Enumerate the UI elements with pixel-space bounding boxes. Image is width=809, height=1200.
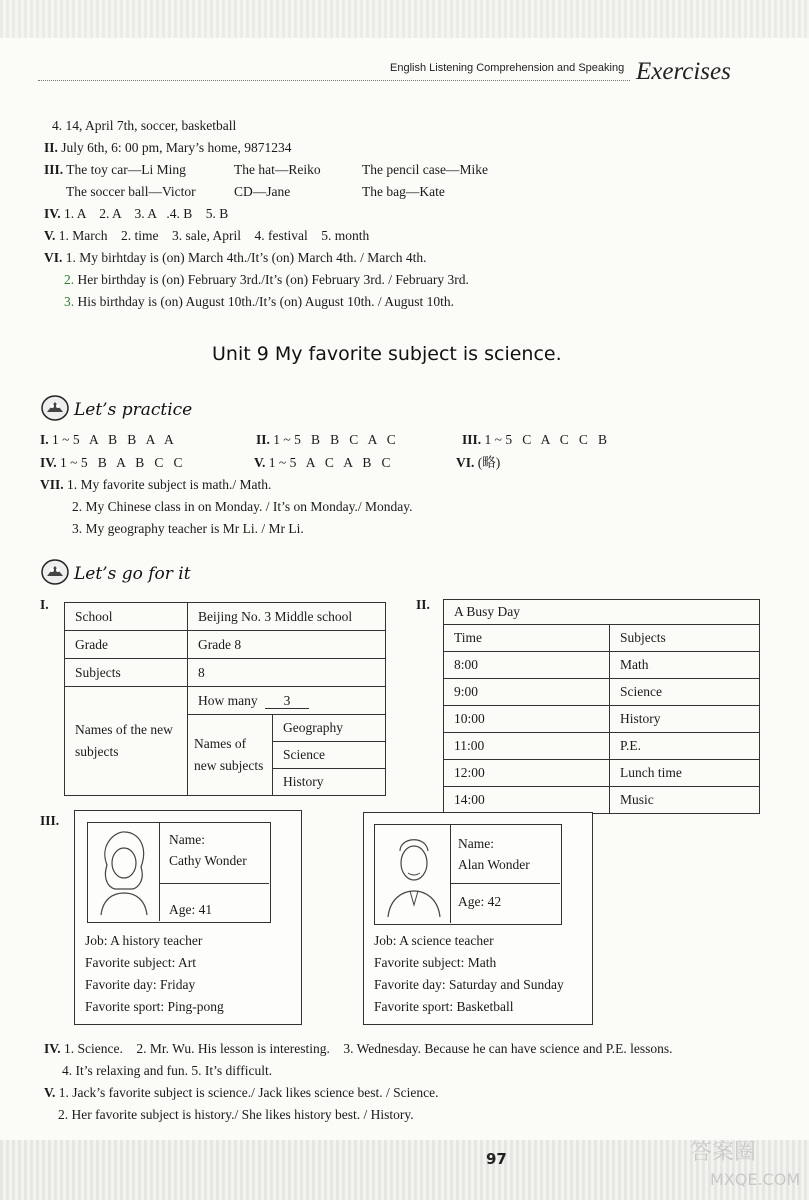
names-label: Names of the new subjects [65,687,188,796]
new-subject-2: Science [273,742,386,769]
prev-line-6: V. 1. March 2. time 3. sale, April 4. festival 5. month [44,228,370,243]
header-subtitle: English Listening Comprehension and Speaking [390,62,625,74]
busy-day-table [443,599,760,814]
person-age: Age: 41 [169,902,213,917]
row-time: 14:00 [444,787,610,814]
new-subject-3: History [273,769,386,796]
col-time: Time [444,625,610,652]
names-sub-label: Names of new subjects [188,715,273,796]
practice-heading: Let’s practice [74,400,193,420]
prev-line-3: III. The toy car—Li Ming [44,162,186,177]
favorite-sport: Favorite sport: Ping-pong [85,999,224,1014]
practice-row-5: 3. My geography teacher is Mr Li. / Mr Li. [72,521,304,536]
prev-line-2: II. July 6th, 6: 00 pm, Mary’s home, 9871234 [44,140,292,155]
person-age: Age: 42 [458,894,502,909]
subjects-value: 8 [188,659,386,687]
school-value: Beijing No. 3 Middle school [188,603,386,631]
favorite-subject: Favorite subject: Art [85,955,196,970]
favorite-sport: Favorite sport: Basketball [374,999,514,1014]
favorite-subject: Favorite subject: Math [374,955,497,970]
top-scan-band [0,0,809,38]
prev-line-4c: The bag—Kate [362,184,445,199]
school-info-table [64,602,386,796]
person-job: Job: A history teacher [85,933,203,948]
practice-row-4: 2. My Chinese class in on Monday. / It’s on Monday./ Monday. [72,499,413,514]
practice-row-1c: III. 1 ~ 5 C A C C B [462,432,607,447]
how-many-value: 3 [265,694,309,709]
prev-line-7: VI. 1. My birhtday is (on) March 4th./It’s (on) March 4th. / March 4th. [44,250,427,265]
prev-line-8: 2. Her birthday is (on) February 3rd./It’s (on) February 3rd. / February 3rd. [64,272,469,287]
row-subject: History [610,706,760,733]
person-name: Cathy Wonder [169,853,247,868]
profile-card-cathy [74,810,302,1025]
practice-row-2a: IV. 1 ~ 5 B A B C C [40,455,183,470]
how-many-cell: How many 3 [188,687,386,715]
goforit-heading: Let’s go for it [74,564,191,584]
name-label: Name: [169,832,205,847]
new-subject-1: Geography [273,715,386,742]
prev-line-3b: The hat—Reiko [234,162,321,177]
subjects-label: Subjects [65,659,188,687]
exercise-ii-number: II. [416,597,430,612]
practice-row-2c: VI. (略) [456,455,501,470]
busy-day-title: A Busy Day [444,600,760,625]
prev-line-4a: The soccer ball—Victor [66,184,196,199]
practice-row-1b: II. 1 ~ 5 B B C A C [256,432,396,447]
exercise-i-number: I. [40,597,49,612]
practice-row-3: VII. 1. My favorite subject is math./ Math. [40,477,272,492]
school-label: School [65,603,188,631]
watermark-logo: 答案圈 [690,1140,757,1165]
exercise-v-line-2: 2. Her favorite subject is history./ She likes history best. / History. [58,1107,414,1122]
row-time: 9:00 [444,679,610,706]
unit-title: Unit 9 My favorite subject is science. [212,343,562,365]
exercise-iv-line-2: 4. It’s relaxing and fun. 5. It’s difficult. [62,1063,273,1078]
footer-scan-band [0,1140,809,1200]
row-time: 10:00 [444,706,610,733]
row-time: 8:00 [444,652,610,679]
exercise-v-line-1: V. 1. Jack’s favorite subject is science./ Jack likes science best. / Science. [44,1085,439,1100]
exercise-iii-number: III. [40,813,60,828]
practice-row-2b: V. 1 ~ 5 A C A B C [254,455,391,470]
row-subject: Science [610,679,760,706]
book-icon [40,557,70,587]
page-number: 97 [486,1150,507,1168]
row-time: 11:00 [444,733,610,760]
watermark-url: MXQE.COM [710,1170,801,1189]
row-subject: Lunch time [610,760,760,787]
favorite-day: Favorite day: Saturday and Sunday [374,977,564,992]
grade-label: Grade [65,631,188,659]
row-subject: Math [610,652,760,679]
person-name: Alan Wonder [458,857,530,872]
header-title: Exercises [636,58,731,85]
practice-row-1a: I. 1 ~ 5 A B B A A [40,432,174,447]
header-rule [38,80,630,81]
prev-line-1: 4. 14, April 7th, soccer, basketball [52,118,237,133]
man-portrait-icon [382,829,444,919]
woman-portrait-icon [93,827,155,917]
col-subjects: Subjects [610,625,760,652]
row-time: 12:00 [444,760,610,787]
row-subject: P.E. [610,733,760,760]
book-icon [40,393,70,423]
prev-line-4b: CD—Jane [234,184,291,199]
prev-line-3c: The pencil case—Mike [362,162,488,177]
prev-line-9: 3. His birthday is (on) August 10th./It’s (on) August 10th. / August 10th. [64,294,455,309]
name-label: Name: [458,836,494,851]
person-job: Job: A science teacher [374,933,494,948]
profile-card-alan [363,812,593,1025]
prev-line-5: IV. 1. A 2. A 3. A .4. B 5. B [44,206,229,221]
exercise-iv-line-1: IV. 1. Science. 2. Mr. Wu. His lesson is interesting. 3. Wednesday. Because he can have science and P.E. lessons. [44,1041,673,1056]
row-subject: Music [610,787,760,814]
favorite-day: Favorite day: Friday [85,977,196,992]
grade-value: Grade 8 [188,631,386,659]
